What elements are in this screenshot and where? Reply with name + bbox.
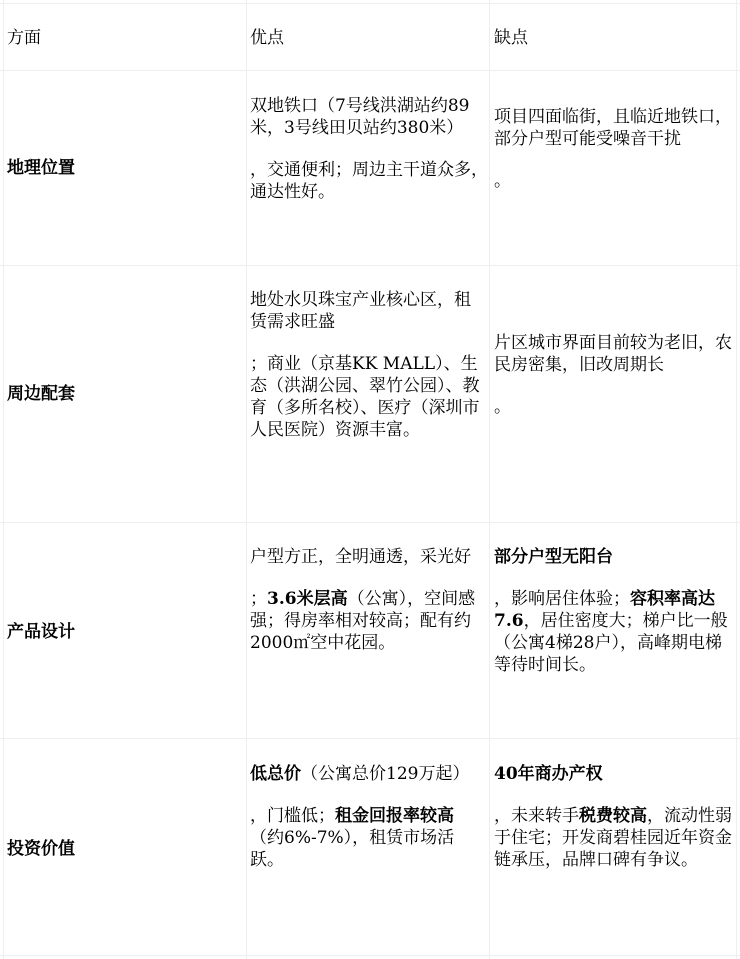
table-border-line	[0, 738, 740, 739]
cons-investment	[494, 763, 732, 871]
pros-investment-p2-bold: 租金回报率较高	[335, 806, 454, 826]
cons-design-p1	[494, 546, 732, 568]
cons-investment-p1-bold: 40年商办产权	[494, 764, 603, 784]
table-border-line	[736, 0, 737, 959]
table-border-line	[489, 0, 490, 959]
header-pros: 优点	[250, 28, 284, 48]
cons-location-p1: 项目四面临街，且临近地铁口，部分户型可能受噪音干扰	[494, 107, 732, 149]
header-cons: 缺点	[494, 28, 528, 48]
header-aspect: 方面	[7, 28, 41, 48]
cons-investment-p1	[494, 763, 732, 785]
pros-investment-p1-post: （公寓总价129万起）	[301, 764, 470, 784]
cons-amenities	[494, 332, 734, 418]
cons-investment-p2-post: ，流动性弱于住宅；开发商碧桂园近年资金链承压，品牌口碑有争议。	[494, 806, 732, 870]
row-label-product-design: 产品设计	[7, 622, 75, 642]
cons-design-p2-bold: 容积率高达7.6	[494, 589, 715, 631]
table-border-line	[0, 3, 740, 4]
table-border-line	[0, 265, 740, 266]
cons-product-design	[494, 546, 732, 676]
table-border-line	[0, 522, 740, 523]
pros-location	[250, 95, 488, 203]
pros-design-p2	[250, 588, 486, 654]
cons-investment-p2-pre: ，未来转手	[494, 806, 579, 826]
pros-product-design	[250, 546, 486, 654]
cons-investment-p2	[494, 805, 732, 871]
cons-amenities-p1: 片区城市界面目前较为老旧，农民房密集，旧改周期长	[494, 333, 732, 375]
pros-amenities	[250, 289, 485, 441]
cons-design-p2-post: ，居住密度大；梯户比一般（公寓4梯28户），高峰期电梯等待时间长。	[494, 611, 728, 675]
cons-amenities-p2: 。	[494, 397, 511, 417]
pros-amenities-p2: ；商业（京基KK MALL）、生态（洪湖公园、翠竹公园）、教育（多所名校）、医疗（深圳市人民医院）资源丰富。	[250, 354, 480, 440]
row-label-location: 地理位置	[7, 158, 75, 178]
pros-investment	[250, 763, 486, 871]
cons-location	[494, 106, 736, 192]
pros-design-p2-pre: ；	[250, 589, 267, 609]
pros-investment-p1-bold: 低总价	[250, 764, 301, 784]
pros-location-p1: 双地铁口（7号线洪湖站约89米，3号线田贝站约380米）	[250, 96, 470, 138]
pros-investment-p2	[250, 805, 486, 871]
pros-amenities-p1: 地处水贝珠宝产业核心区，租赁需求旺盛	[250, 290, 471, 332]
row-label-investment: 投资价值	[7, 839, 75, 859]
table-border-line	[3, 0, 4, 959]
pros-investment-p2-pre: ，门槛低；	[250, 806, 335, 826]
pros-design-p2-post: （公寓），空间感强；得房率相对较高；配有约2000㎡空中花园。	[250, 589, 476, 653]
cons-design-p2-pre: ，影响居住体验；	[494, 589, 630, 609]
table-border-line	[0, 70, 740, 71]
cons-location-p2: 。	[494, 171, 511, 191]
pros-investment-p1	[250, 763, 486, 785]
row-label-amenities: 周边配套	[7, 384, 75, 404]
pros-design-p2-bold: 3.6米层高	[267, 589, 348, 609]
pros-design-p1: 户型方正，全明通透，采光好	[250, 547, 471, 567]
cons-design-p1-bold: 部分户型无阳台	[494, 547, 613, 567]
cons-design-p2	[494, 588, 732, 676]
table-border-line	[0, 955, 740, 956]
cons-investment-p2-bold: 税费较高	[579, 806, 647, 826]
pros-location-p2: ，交通便利；周边主干道众多，通达性好。	[250, 160, 488, 202]
table-border-line	[246, 0, 247, 959]
pros-investment-p2-post: （约6%-7%），租赁市场活跃。	[250, 828, 455, 870]
